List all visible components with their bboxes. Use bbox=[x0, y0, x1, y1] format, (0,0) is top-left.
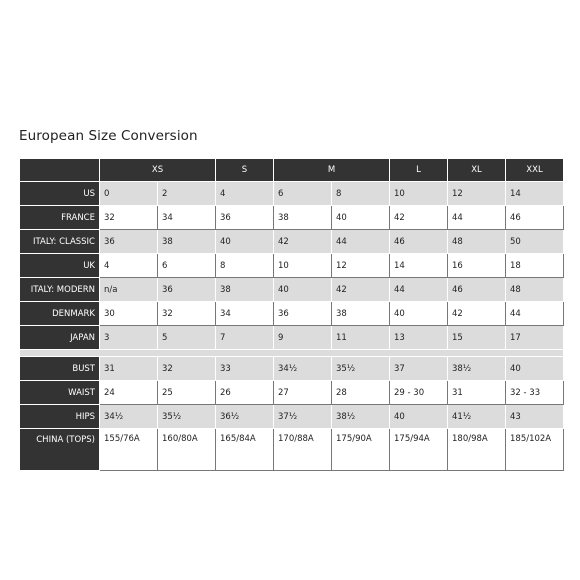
row-label: FRANCE bbox=[20, 206, 100, 230]
table-cell: 7 bbox=[216, 326, 274, 350]
table-cell: 15 bbox=[448, 326, 506, 350]
table-cell: 0 bbox=[100, 182, 158, 206]
table-cell: 8 bbox=[216, 254, 274, 278]
table-cell: 48 bbox=[506, 278, 564, 302]
table-cell: 4 bbox=[216, 182, 274, 206]
table-cell: 6 bbox=[158, 254, 216, 278]
table-cell: 8 bbox=[332, 182, 390, 206]
table-cell: 24 bbox=[100, 381, 158, 405]
row-label: US bbox=[20, 182, 100, 206]
table-cell: 33 bbox=[216, 357, 274, 381]
header-corner bbox=[20, 159, 100, 182]
table-row bbox=[20, 405, 564, 429]
table-cell: 38½ bbox=[448, 357, 506, 381]
table-row bbox=[20, 326, 564, 350]
table-cell: 170/88A bbox=[274, 429, 332, 471]
table-body bbox=[20, 182, 564, 471]
table-cell: 32 - 33 bbox=[506, 381, 564, 405]
table-cell: 30 bbox=[100, 302, 158, 326]
table-cell: 6 bbox=[274, 182, 332, 206]
table-cell: 35½ bbox=[332, 357, 390, 381]
row-label: UK bbox=[20, 254, 100, 278]
table-cell: 37½ bbox=[274, 405, 332, 429]
table-cell: 160/80A bbox=[158, 429, 216, 471]
row-label: ITALY: MODERN bbox=[20, 278, 100, 302]
table-cell: 40 bbox=[390, 302, 448, 326]
table-cell: 31 bbox=[448, 381, 506, 405]
table-row bbox=[20, 230, 564, 254]
table-row bbox=[20, 254, 564, 278]
row-label: WAIST bbox=[20, 381, 100, 405]
table-cell: 34½ bbox=[100, 405, 158, 429]
table-cell: 175/94A bbox=[390, 429, 448, 471]
table-cell: 11 bbox=[332, 326, 390, 350]
table-cell: 35½ bbox=[158, 405, 216, 429]
table-cell: 36 bbox=[274, 302, 332, 326]
table-row bbox=[20, 278, 564, 302]
header-xxl: XXL bbox=[506, 159, 564, 182]
table-cell: 32 bbox=[100, 206, 158, 230]
header-m: M bbox=[274, 159, 390, 182]
table-cell: 38 bbox=[216, 278, 274, 302]
table-cell: 36 bbox=[100, 230, 158, 254]
table-cell: 40 bbox=[274, 278, 332, 302]
table-cell: 25 bbox=[158, 381, 216, 405]
row-label: BUST bbox=[20, 357, 100, 381]
table-cell: 44 bbox=[506, 302, 564, 326]
table-row bbox=[20, 206, 564, 230]
table-cell: 43 bbox=[506, 405, 564, 429]
table-cell: 40 bbox=[216, 230, 274, 254]
table-cell: 31 bbox=[100, 357, 158, 381]
header-s: S bbox=[216, 159, 274, 182]
table-cell: 44 bbox=[390, 278, 448, 302]
table-cell: 41½ bbox=[448, 405, 506, 429]
table-cell: 42 bbox=[332, 278, 390, 302]
table-header-row bbox=[20, 159, 564, 182]
table-cell: 3 bbox=[100, 326, 158, 350]
table-cell: 46 bbox=[390, 230, 448, 254]
table-cell: 36 bbox=[216, 206, 274, 230]
table-cell: 12 bbox=[332, 254, 390, 278]
page-title: European Size Conversion bbox=[19, 128, 198, 144]
row-label: DENMARK bbox=[20, 302, 100, 326]
table-row bbox=[20, 302, 564, 326]
table-cell: 38½ bbox=[332, 405, 390, 429]
table-cell: 32 bbox=[158, 302, 216, 326]
table-cell: 14 bbox=[390, 254, 448, 278]
table-cell: 32 bbox=[158, 357, 216, 381]
table-cell: 12 bbox=[448, 182, 506, 206]
table-cell: 38 bbox=[274, 206, 332, 230]
table-cell: 37 bbox=[390, 357, 448, 381]
table-cell: 42 bbox=[448, 302, 506, 326]
table-cell: 155/76A bbox=[100, 429, 158, 471]
table-cell: 10 bbox=[274, 254, 332, 278]
table-cell: 42 bbox=[390, 206, 448, 230]
row-label: ITALY: CLASSIC bbox=[20, 230, 100, 254]
table-cell: 34 bbox=[158, 206, 216, 230]
table-cell: 13 bbox=[390, 326, 448, 350]
table-cell: 36½ bbox=[216, 405, 274, 429]
section-divider bbox=[20, 350, 564, 357]
size-conversion-table bbox=[19, 158, 564, 471]
table-cell: 34½ bbox=[274, 357, 332, 381]
table-cell: 44 bbox=[448, 206, 506, 230]
table-cell: 36 bbox=[158, 278, 216, 302]
table-cell: 27 bbox=[274, 381, 332, 405]
table-cell: 17 bbox=[506, 326, 564, 350]
row-label: CHINA (TOPS) bbox=[20, 429, 100, 471]
table-cell: 29 - 30 bbox=[390, 381, 448, 405]
table-cell: 4 bbox=[100, 254, 158, 278]
table-cell: 26 bbox=[216, 381, 274, 405]
table-row bbox=[20, 429, 564, 471]
table-cell: 38 bbox=[332, 302, 390, 326]
table-cell: 40 bbox=[506, 357, 564, 381]
table-cell: 18 bbox=[506, 254, 564, 278]
table-row bbox=[20, 357, 564, 381]
table-cell: 16 bbox=[448, 254, 506, 278]
table-cell: 38 bbox=[158, 230, 216, 254]
row-label: JAPAN bbox=[20, 326, 100, 350]
table-cell: 46 bbox=[448, 278, 506, 302]
table-cell: 28 bbox=[332, 381, 390, 405]
table-cell: n/a bbox=[100, 278, 158, 302]
table-cell: 46 bbox=[506, 206, 564, 230]
table-cell: 9 bbox=[274, 326, 332, 350]
table-row bbox=[20, 182, 564, 206]
table-cell: 175/90A bbox=[332, 429, 390, 471]
table-cell: 165/84A bbox=[216, 429, 274, 471]
table-cell: 50 bbox=[506, 230, 564, 254]
header-xs: XS bbox=[100, 159, 216, 182]
section-divider-cell bbox=[20, 350, 564, 357]
table-cell: 40 bbox=[390, 405, 448, 429]
table-cell: 5 bbox=[158, 326, 216, 350]
row-label: HIPS bbox=[20, 405, 100, 429]
table-row bbox=[20, 381, 564, 405]
header-l: L bbox=[390, 159, 448, 182]
table-cell: 180/98A bbox=[448, 429, 506, 471]
table-cell: 10 bbox=[390, 182, 448, 206]
table-cell: 42 bbox=[274, 230, 332, 254]
table-cell: 14 bbox=[506, 182, 564, 206]
header-xl: XL bbox=[448, 159, 506, 182]
table-cell: 185/102A bbox=[506, 429, 564, 471]
table-cell: 48 bbox=[448, 230, 506, 254]
table-cell: 40 bbox=[332, 206, 390, 230]
table-cell: 44 bbox=[332, 230, 390, 254]
table-cell: 34 bbox=[216, 302, 274, 326]
table-cell: 2 bbox=[158, 182, 216, 206]
